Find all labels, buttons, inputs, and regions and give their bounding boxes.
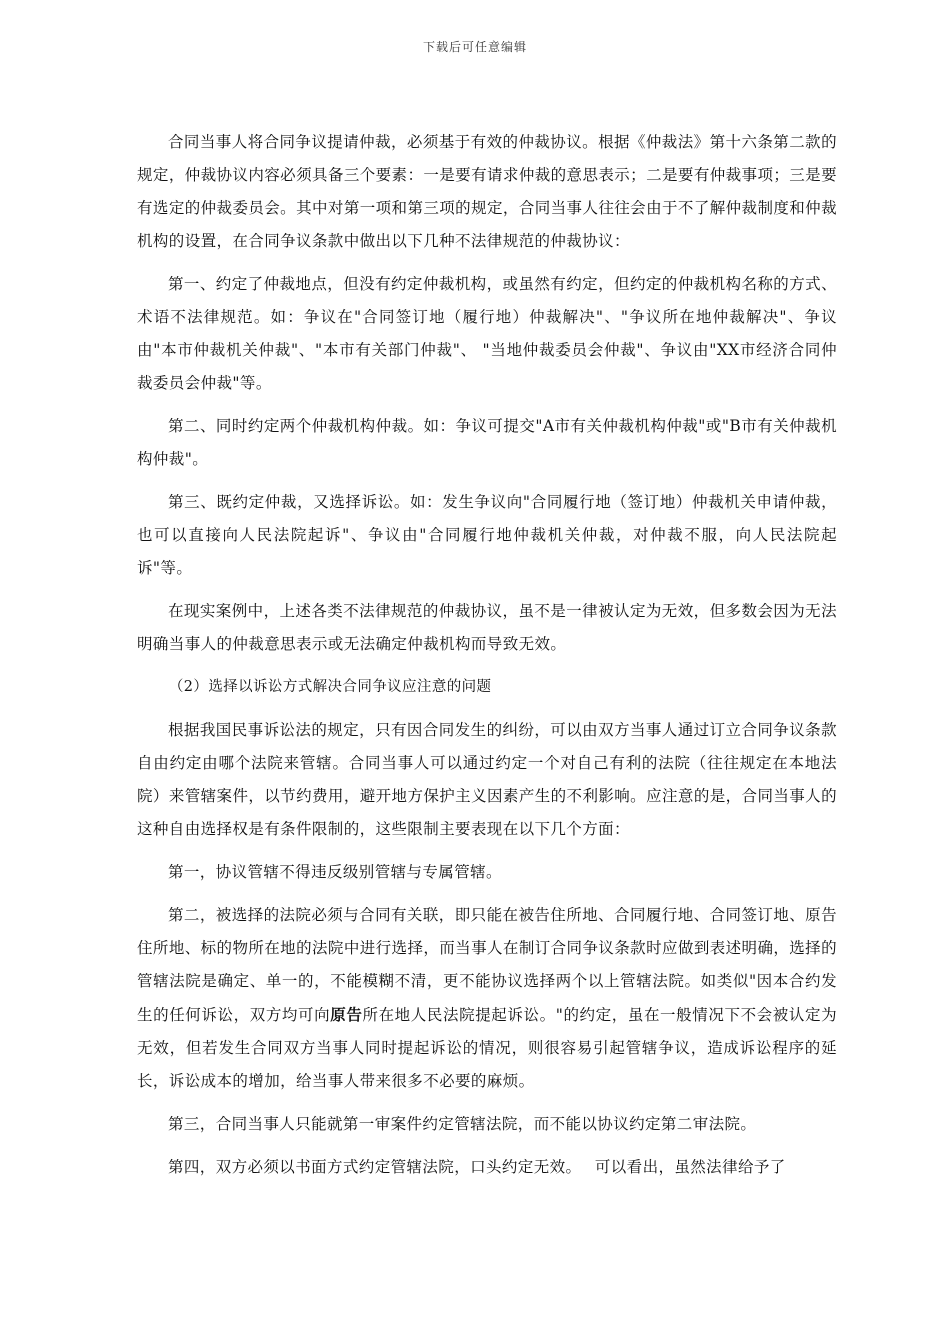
bold-term-plaintiff: 原告 xyxy=(330,1005,363,1024)
section-heading-litigation: （2）选择以诉讼方式解决合同争议应注意的问题 xyxy=(168,679,492,695)
paragraph-second-litigation-limit xyxy=(137,899,837,1098)
paragraph-litigation-intro: 根据我国民事诉讼法的规定，只有因合同发生的纠纷，可以由双方当事人通过订立合同争议条款自由约定由哪个法院来管辖。合同当事人可以通过约定一个对自己有利的法院（往往规定在本地法院）来管辖案件，以节约费用，避开地方保护主义因素产生的不利影响。应注意的是，合同当事人的这种自由选择权是有条件限制的，这些限制主要表现在以下几个方面： xyxy=(137,721,837,838)
paragraph-second-arbitration-issue: 第二、同时约定两个仲裁机构仲裁。如：争议可提交"A市有关仲裁机构仲裁"或"B市有关仲裁机构仲裁"。 xyxy=(137,417,837,468)
paragraph-first-litigation-limit: 第一，协议管辖不得违反级别管辖与专属管辖。 xyxy=(168,863,502,881)
paragraph-arbitration-intro: 合同当事人将合同争议提请仲裁，必须基于有效的仲裁协议。根据《仲裁法》第十六条第二款的规定，仲裁协议内容必须具备三个要素：一是要有请求仲裁的意思表示；二是要有仲裁事项；三是要有选定的仲裁委员会。其中对第一项和第三项的规定，合同当事人往往会由于不了解仲裁制度和仲裁机构的设置，在合同争议条款中做出以下几种不法律规范的仲裁协议： xyxy=(137,133,837,250)
document-body xyxy=(137,126,837,1194)
paragraph-third-arbitration-issue: 第三、既约定仲裁，又选择诉讼。如：发生争议向"合同履行地（签订地）仲裁机关申请仲裁，也可以直接向人民法院起诉"、争议由"合同履行地仲裁机关仲裁，对仲裁不服，向人民法院起诉"等。 xyxy=(137,493,837,577)
page-header: 下载后可任意编辑 xyxy=(422,40,527,54)
paragraph-arbitration-conclusion: 在现实案例中，上述各类不法律规范的仲裁协议，虽不是一律被认定为无效，但多数会因为无法明确当事人的仲裁意思表示或无法确定仲裁机构而导致无效。 xyxy=(137,602,837,653)
paragraph-text-before-bold: 第二，被选择的法院必须与合同有关联，即只能在被告住所地、合同履行地、合同签订地、原告住所地、标的物所在地的法院中进行选择，而当事人在制订合同争议条款时应做到表述明确，选择的管辖法院是确定、单一的，不能模糊不清，更不能协议选择两个以上管辖法院。如类似"因本合约发生的任何诉讼，双方均可向 xyxy=(137,906,837,1024)
paragraph-text-after-bold: 所在地人民法院提起诉讼。"的约定，虽在一般情况下不会被认定为无效，但若发生合同双方当事人同时提起诉讼的情况，则很容易引起管辖争议，造成诉讼程序的延长，诉讼成本的增加，给当事人带来很多不必要的麻烦。 xyxy=(137,1006,837,1090)
paragraph-third-litigation-limit: 第三，合同当事人只能就第一审案件约定管辖法院，而不能以协议约定第二审法院。 xyxy=(168,1115,757,1133)
paragraph-fourth-litigation-limit: 第四，双方必须以书面方式约定管辖法院，口头约定无效。 可以看出，虽然法律给予了 xyxy=(168,1158,786,1176)
paragraph-first-arbitration-issue: 第一、约定了仲裁地点，但没有约定仲裁机构，或虽然有约定，但约定的仲裁机构名称的方式、术语不法律规范。如：争议在"合同签订地（履行地）仲裁解决"、"争议所在地仲裁解决"、争议由"本市仲裁机关仲裁"、"本市有关部门仲裁"、 "当地仲裁委员会仲裁"、争议由"XX市经济合同仲裁委员会仲裁"等。 xyxy=(137,275,837,392)
